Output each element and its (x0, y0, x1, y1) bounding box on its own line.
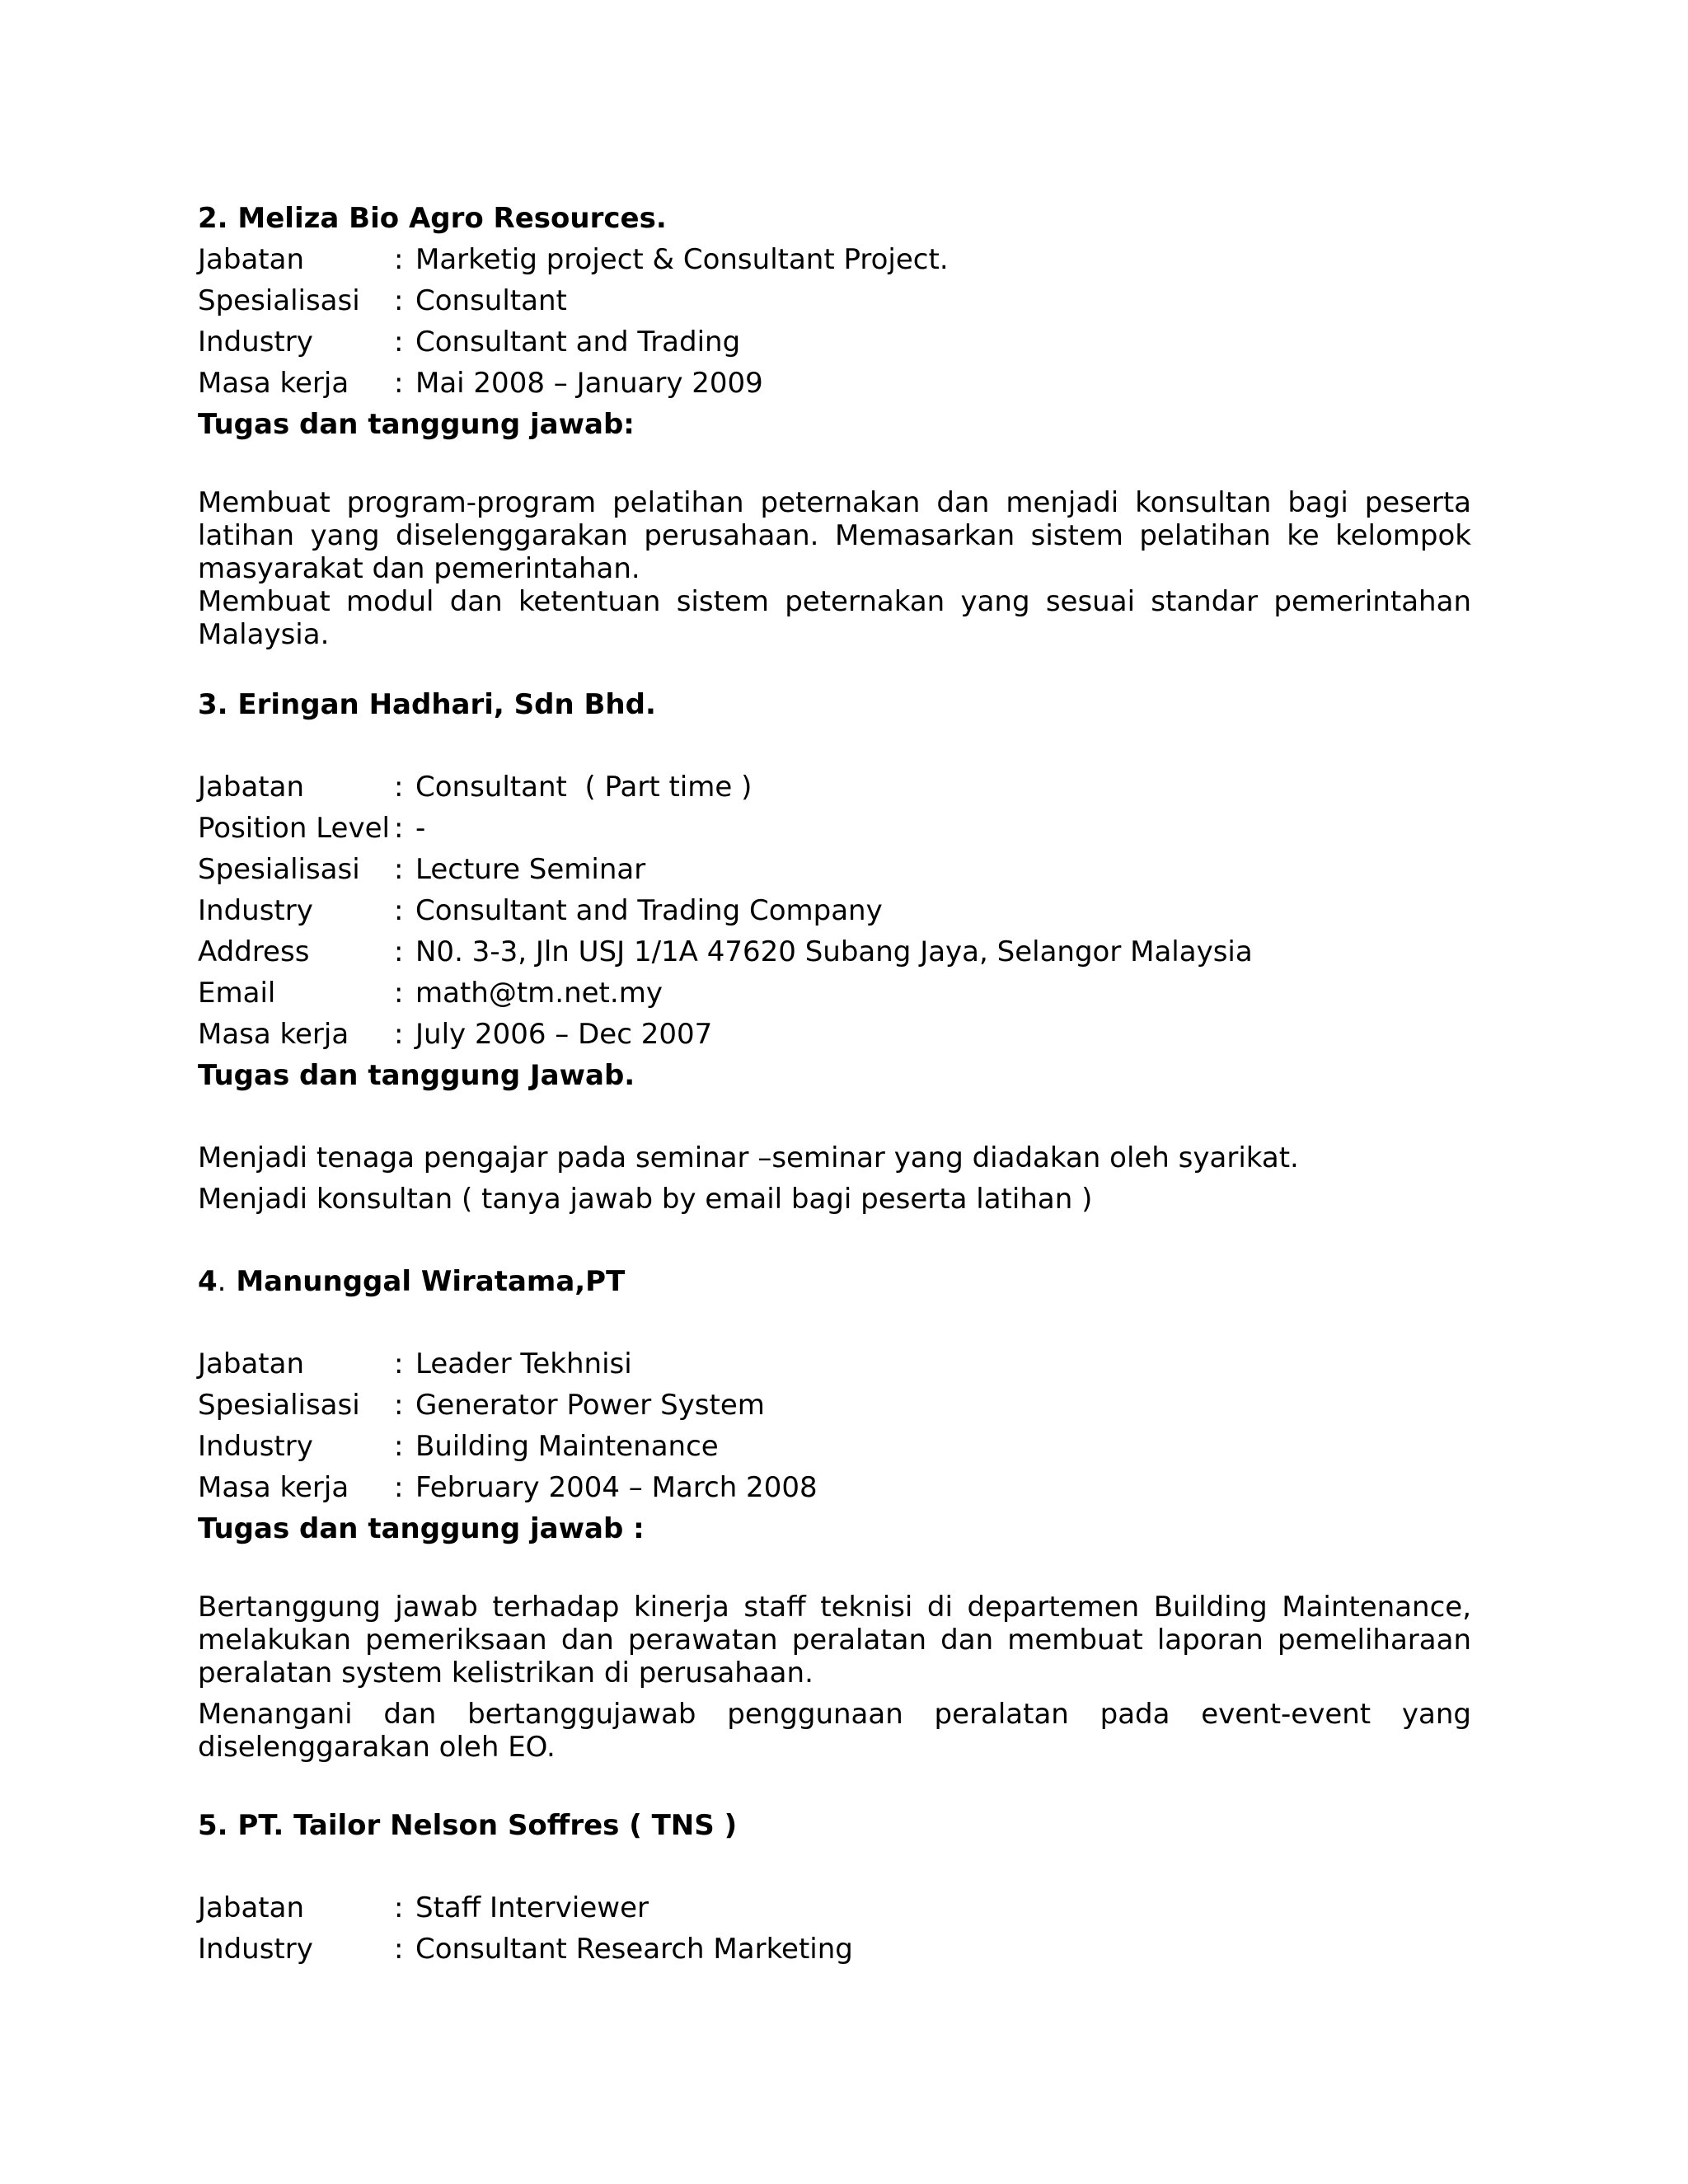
field-label: Spesialisasi (198, 1389, 360, 1422)
field-label: Jabatan (198, 771, 304, 804)
field-value: Consultant (415, 284, 567, 317)
field-position-level (198, 808, 1471, 849)
field-value: - (415, 812, 426, 845)
field-label: Position Level (198, 812, 390, 845)
document-content (198, 198, 1471, 1970)
field-value: Consultant Research Marketing (415, 1933, 853, 1966)
duties-title: Tugas dan tanggung Jawab. (198, 1059, 635, 1092)
duties-title: Tugas dan tanggung jawab : (198, 1512, 645, 1545)
field-jabatan (198, 239, 1471, 280)
field-separator: : (394, 367, 404, 400)
heading-number: 4 (198, 1265, 218, 1298)
field-separator: : (394, 1891, 404, 1924)
duty-paragraph: Menjadi tenaga pengajar pada seminar –seminar yang diadakan oleh syarikat. (198, 1141, 1299, 1174)
field-label: Masa kerja (198, 367, 349, 400)
field-value: Leader Tekhnisi (415, 1347, 632, 1380)
field-label: Masa kerja (198, 1018, 349, 1051)
section-manunggal-wiratama (198, 1261, 1471, 1764)
field-jabatan (198, 766, 1471, 808)
field-label: Masa kerja (198, 1471, 349, 1504)
duty-paragraph: Membuat modul dan ketentuan sistem peternakan yang sesuai standar pemerintahan Malaysia. (198, 585, 1471, 651)
field-separator: : (394, 284, 404, 317)
field-value: Consultant and Trading (415, 326, 741, 359)
field-separator: : (394, 1933, 404, 1966)
field-separator: : (394, 1018, 404, 1051)
field-email (198, 972, 1471, 1014)
field-value: Lecture Seminar (415, 853, 646, 886)
field-label: Industry (198, 894, 313, 927)
field-separator: : (394, 977, 404, 1010)
duty-paragraph: Bertanggung jawab terhadap kinerja staff teknisi di departemen Building Maintenance, melakukan pemeriksaan dan perawatan peralatan dan membuat laporan pemeliharaan peralatan system kelistrikan di perusahaan. (198, 1591, 1471, 1690)
field-separator: : (394, 243, 404, 276)
duty-paragraph: Menangani dan bertanggujawab penggunaan peralatan pada event-event yang diselenggarakan oleh EO. (198, 1698, 1471, 1764)
field-separator: : (394, 1430, 404, 1463)
field-value: Marketig project & Consultant Project. (415, 243, 949, 276)
field-value: Consultant and Trading Company (415, 894, 883, 927)
field-masa-kerja (198, 1014, 1471, 1055)
field-label: Email (198, 977, 276, 1010)
field-value: Generator Power System (415, 1389, 765, 1422)
field-industry (198, 890, 1471, 931)
section-tailor-nelson-soffres (198, 1805, 1471, 1970)
section-meliza-bio-agro (198, 198, 1471, 651)
field-label: Industry (198, 1933, 313, 1966)
field-address (198, 931, 1471, 972)
field-jabatan (198, 1343, 1471, 1385)
field-value: math@tm.net.my (415, 977, 663, 1010)
field-separator: : (394, 1347, 404, 1380)
field-separator: : (394, 853, 404, 886)
field-value: Staff Interviewer (415, 1891, 649, 1924)
field-label: Spesialisasi (198, 284, 360, 317)
field-spesialisasi (198, 280, 1471, 321)
field-separator: : (394, 812, 404, 845)
field-masa-kerja (198, 363, 1471, 404)
field-industry (198, 1426, 1471, 1467)
field-value: February 2004 – March 2008 (415, 1471, 818, 1504)
duty-paragraph: Menjadi konsultan ( tanya jawab by email bagi peserta latihan ) (198, 1183, 1093, 1216)
field-masa-kerja (198, 1467, 1471, 1508)
field-jabatan (198, 1887, 1471, 1929)
field-label: Industry (198, 326, 313, 359)
section-heading: 5. PT. Tailor Nelson Soffres ( TNS ) (198, 1809, 738, 1842)
duty-paragraph: Membuat program-program pelatihan peternakan dan menjadi konsultan bagi peserta latihan yang diselenggarakan perusahaan. Memasarkan sistem pelatihan ke kelompok masyarakat dan pemerintahan. (198, 486, 1471, 585)
field-value: Consultant ( Part time ) (415, 771, 753, 804)
field-label: Spesialisasi (198, 853, 360, 886)
field-separator: : (394, 1389, 404, 1422)
duties-title: Tugas dan tanggung jawab: (198, 408, 635, 441)
field-label: Address (198, 935, 310, 968)
field-label: Industry (198, 1430, 313, 1463)
field-label: Jabatan (198, 243, 304, 276)
field-value: Mai 2008 – January 2009 (415, 367, 763, 400)
heading-text: Manunggal Wiratama,PT (226, 1265, 626, 1298)
field-label: Jabatan (198, 1347, 304, 1380)
field-spesialisasi (198, 1385, 1471, 1426)
section-heading: 2. Meliza Bio Agro Resources. (198, 202, 667, 235)
field-separator: : (394, 771, 404, 804)
field-separator: : (394, 1471, 404, 1504)
field-separator: : (394, 935, 404, 968)
field-spesialisasi (198, 849, 1471, 890)
field-industry (198, 1929, 1471, 1970)
section-eringan-hadhari (198, 684, 1471, 1220)
field-value: Building Maintenance (415, 1430, 719, 1463)
section-heading (198, 1261, 1471, 1302)
field-value: N0. 3-3, Jln USJ 1/1A 47620 Subang Jaya, Selangor Malaysia (415, 935, 1253, 968)
field-separator: : (394, 894, 404, 927)
field-value: July 2006 – Dec 2007 (415, 1018, 713, 1051)
section-heading: 3. Eringan Hadhari, Sdn Bhd. (198, 688, 656, 721)
heading-dot: . (217, 1265, 227, 1298)
field-separator: : (394, 326, 404, 359)
field-label: Jabatan (198, 1891, 304, 1924)
field-industry (198, 321, 1471, 363)
